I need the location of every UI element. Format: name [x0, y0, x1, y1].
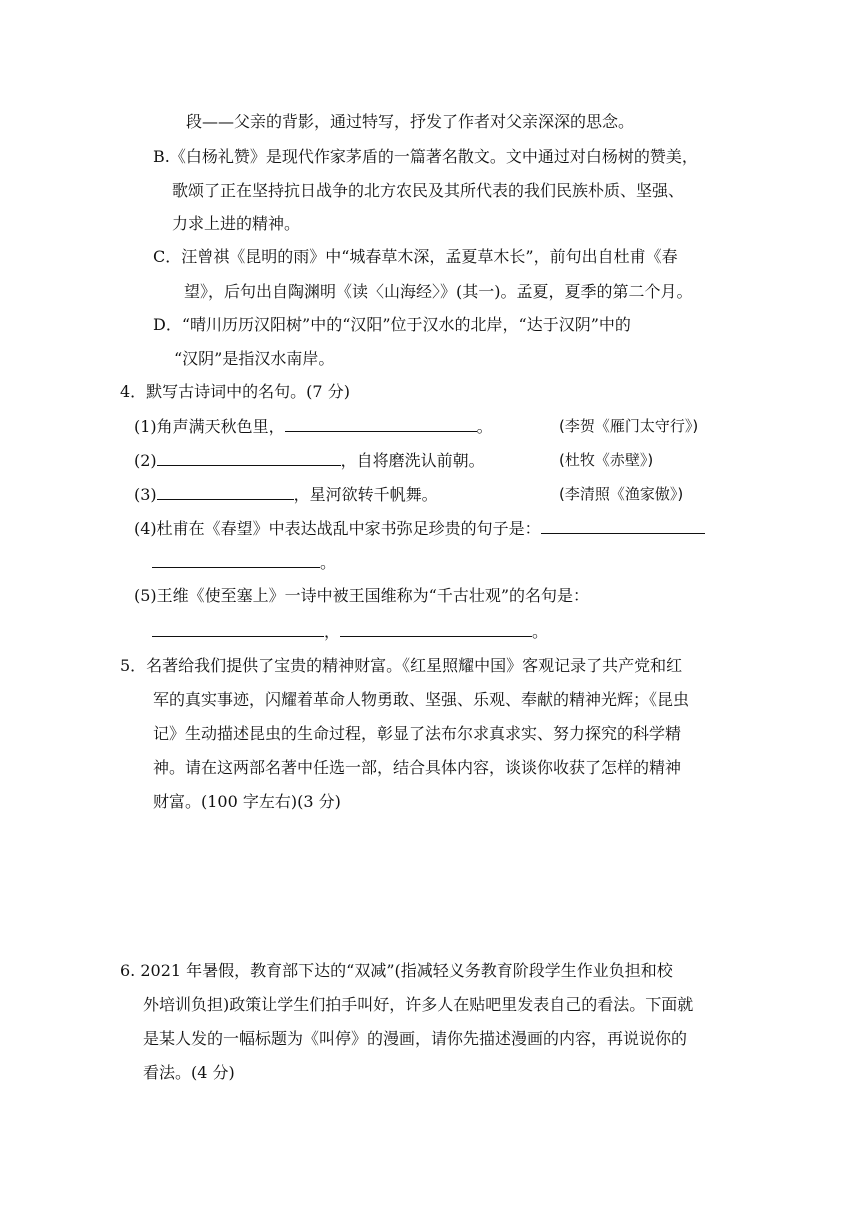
- q4-item-4-end: 。: [320, 553, 337, 572]
- q4-item-3-text: ，星河欲转千帆舞。: [293, 485, 438, 504]
- q4-item-4: [134, 518, 705, 539]
- q6-line1: 6. 2021 年暑假，教育部下达的“双减”(指减轻义务教育阶段学生作业负担和校: [120, 961, 673, 980]
- q4-item-3: [134, 484, 438, 505]
- q5-line1: 5．名著给我们提供了宝贵的精神财富。《红星照耀中国》客观记录了共产党和红: [120, 656, 683, 675]
- q4-item-1: [134, 416, 493, 437]
- q3-option-d-line2: “汉阴”是指汉水南岸。: [174, 349, 335, 368]
- q4-item-2-text: ，自将磨洗认前朝。: [340, 451, 485, 470]
- q3-option-c-line2: 望》，后句出自陶渊明《读〈山海经〉》(其一)。孟夏，夏季的第二个月。: [184, 282, 693, 301]
- answer-blank[interactable]: [152, 552, 320, 568]
- q4-item-2: [134, 450, 485, 471]
- q3-option-d-line1: D．“晴川历历汉阳树”中的“汉阳”位于汉水的北岸，“达于汉阴”中的: [153, 315, 631, 334]
- q5-line2: 军的真实事迹，闪耀着革命人物勇敢、坚强、乐观、奉献的精神光辉；《昆虫: [153, 690, 690, 709]
- q3-option-b-line2: 歌颂了正在坚持抗日战争的北方农民及其所代表的我们民族朴质、坚强、: [172, 181, 685, 200]
- q5-line5: 财富。(100 字左右)(3 分): [153, 792, 341, 811]
- q4-item-5-end: 。: [532, 622, 549, 641]
- q4-item-4-text: (4)杜甫在《春望》中表达战乱中家书弥足珍贵的句子是：: [134, 519, 541, 538]
- q3-option-a-line: 段——父亲的背影，通过特写，抒发了作者对父亲深深的思念。: [186, 112, 635, 131]
- q5-line4: 神。请在这两部名著中任选一部，结合具体内容，谈谈你收获了怎样的精神: [153, 758, 682, 777]
- q4-item-1-source: (李贺《雁门太守行》): [559, 417, 699, 435]
- q4-item-1-text: (1)角声满天秋色里，: [134, 417, 285, 436]
- q3-option-b-line3: 力求上进的精神。: [172, 214, 301, 233]
- q4-item-4-cont: [152, 552, 336, 573]
- answer-blank[interactable]: [541, 518, 705, 534]
- q4-item-2-num: (2): [134, 451, 157, 470]
- q4-item-5-comma: ，: [324, 622, 341, 641]
- q4-item-5-cont: [152, 621, 548, 642]
- q6-line3: 是某人发的一幅标题为《叫停》的漫画，请你先描述漫画的内容，再说说你的: [143, 1029, 688, 1048]
- q4-item-1-end: 。: [476, 417, 493, 436]
- q5-answer-space[interactable]: [120, 830, 740, 950]
- q4-title: 4．默写古诗词中的名句。(7 分): [120, 382, 350, 401]
- q4-item-5: (5)王维《使至塞上》一诗中被王国维称为“千古壮观”的名句是：: [134, 586, 590, 605]
- q3-option-b-line1: B.《白杨礼赞》是现代作家茅盾的一篇著名散文。文中通过对白杨树的赞美，: [153, 147, 698, 166]
- q3-option-c-line1: C．汪曾祺《昆明的雨》中“城春草木深，孟夏草木长”，前句出自杜甫《春: [153, 247, 678, 266]
- q5-line3: 记》生动描述昆虫的生命过程，彰显了法布尔求真求实、努力探究的科学精: [153, 724, 682, 743]
- q6-line4: 看法。(4 分): [143, 1063, 235, 1082]
- q4-item-3-num: (3): [134, 485, 157, 504]
- answer-blank[interactable]: [157, 450, 341, 466]
- answer-blank[interactable]: [152, 621, 324, 637]
- answer-blank[interactable]: [157, 484, 294, 500]
- q4-item-3-source: (李清照《渔家傲》): [559, 485, 684, 503]
- q6-line2: 外培训负担)政策让学生们拍手叫好，许多人在贴吧里发表自己的看法。下面就: [143, 995, 694, 1014]
- answer-blank[interactable]: [340, 621, 532, 637]
- q4-item-2-source: (杜牧《赤壁》): [559, 451, 654, 469]
- answer-blank[interactable]: [285, 416, 477, 432]
